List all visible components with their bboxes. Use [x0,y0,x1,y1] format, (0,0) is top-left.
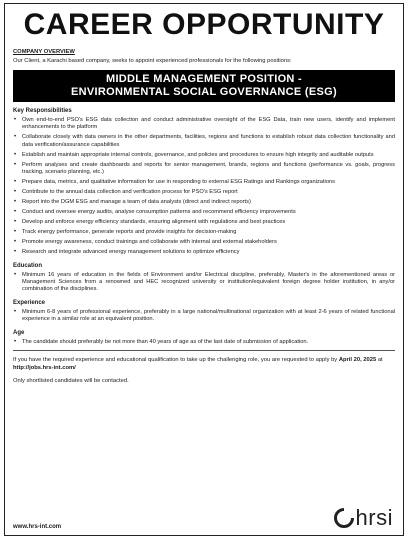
experience-heading: Experience [13,299,46,306]
hrsi-logo [334,505,393,531]
bullet-icon: • [14,134,17,141]
company-overview-heading: COMPANY OVERVIEW [13,49,75,55]
bullet-icon: • [14,179,17,186]
bullet-icon: • [14,308,17,315]
application-link[interactable]: http://jobs.hrs-int.com/ [13,365,76,372]
apply-instructions: If you have the required experience and educational qualification to take up the challenging role, you are requested to apply by April 20, 2025 at http://jobs.hrs-int.com/ [13,357,383,372]
company-overview-text: Our Client, a Karachi based company, seeks to appoint experienced professionals for the following positions: [13,58,292,64]
shortlist-note: Only shortlisted candidates will be contacted. [13,378,129,385]
company-website-link[interactable]: www.hrs-int.com [13,524,62,530]
bullet-icon: • [14,338,17,345]
experience-list [5,309,403,324]
age-heading: Age [13,329,25,336]
bullet-icon: • [14,239,17,246]
application-deadline: April 20, 2025 [338,357,377,364]
list-item: • Track energy performance, generate reports and provide insights for decision-making [14,229,237,236]
education-list [5,272,403,294]
career-advertisement [4,3,404,536]
bullet-icon: • [14,229,17,236]
bullet-icon: • [14,209,17,216]
list-item: • Minimum 6-8 years of professional experience, preferably in a large national/multinational organization with at least 2-6 years of related functional experience in a similar role at an equivalent position. [14,308,395,323]
bullet-icon: • [14,189,17,196]
bullet-icon: • [14,151,17,158]
list-item: • Collaborate closely with data owners in the other departments, facilities, regions and functions to establish robust data collection functionality and data verification/assurance capabilities [14,134,395,148]
hrsi-logo-icon [334,508,354,528]
list-item: • Report into the DGM ESG and manage a team of data analysts (direct and indirect reports) [14,199,251,206]
list-item: • Develop and enforce energy efficiency standards, ensuring alignment with regulations and best practices [14,219,286,226]
list-item: • Perform analyses and create dashboards and reports for senior management, brands, regions and functions (performance vs. goals, progress tracking, scenario planning, etc.) [14,161,395,176]
responsibilities-heading: Key Responsibilities [13,108,72,114]
list-item: • Promote energy awareness, conduct trainings and collaborate with internal and external stakeholders [14,239,277,246]
bullet-icon: • [14,117,17,123]
list-item: • Conduct and oversee energy audits, analyse consumption patterns and recommend efficiency improvements [14,209,296,216]
bullet-icon: • [14,199,17,206]
bullet-icon: • [14,271,17,278]
bullet-icon: • [14,219,17,226]
position-title-line-2: ENVIRONMENTAL SOCIAL GOVERNANCE (ESG) [71,86,337,98]
page-title: CAREER OPPORTUNITY [23,8,385,41]
list-item: • Prepare data, metrics, and qualitative information for use in responding to external ESG Ratings and Rankings organizations [14,179,335,186]
list-item: • Contribute to the annual data collection and verification process for PSO's ESG report [14,189,238,196]
position-banner [13,70,395,102]
list-item: • The candidate should preferably be not more than 40 years of age as of the last date of submission of application. [14,338,309,345]
age-list [5,339,403,346]
responsibilities-list [5,117,403,257]
list-item: • Own end-to-end PSO's ESG data collection and conduct administrative oversight of the ESG Data, train new users, identify and implement enhancements to the platform [14,117,395,131]
list-item: • Research and integrate advanced energy management solutions to optimize efficiency [14,249,240,256]
education-heading: Education [13,262,43,269]
logo-wordmark: hrsi [355,505,393,530]
position-title-line-1: MIDDLE MANAGEMENT POSITION - [105,73,302,85]
list-item: • Establish and maintain appropriate internal controls, governance, and policies and procedures to ensure high integrity and auditable outputs [14,151,374,158]
bullet-icon: • [14,161,17,168]
bullet-icon: • [14,249,17,256]
divider [13,350,395,351]
list-item: • Minimum 16 years of education in the fields of Environment and/or Electrical discipline, preferably, Master's in the aforementioned areas or Management Sciences from a renowned and HEC recognized university or institution/equivalent foreign degree holder institution, in any/or combination of the disciplines. [14,271,395,293]
